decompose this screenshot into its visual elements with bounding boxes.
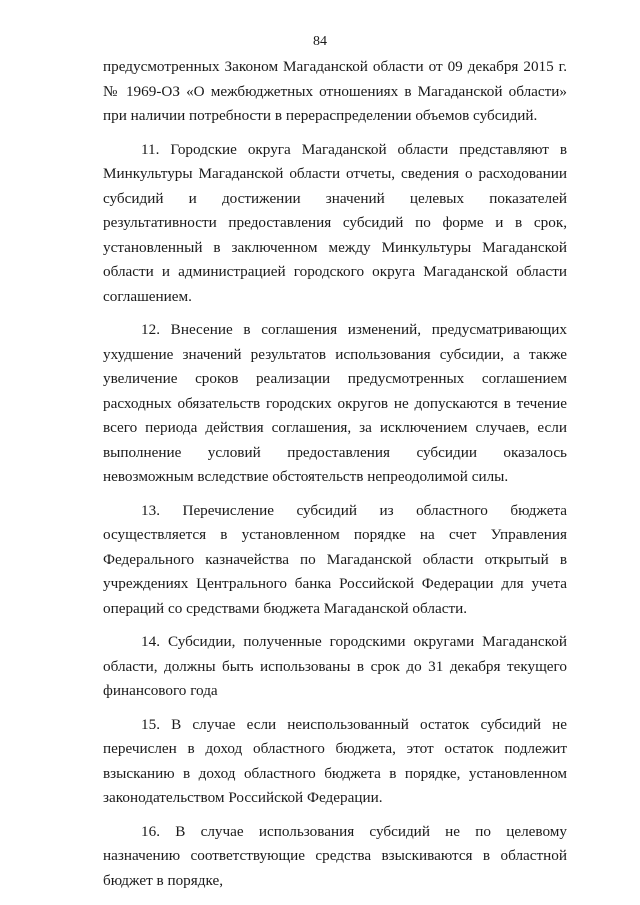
paragraph-continuation: предусмотренных Законом Магаданской области от 09 декабря 2015 г. № 1969-ОЗ «О межбюджетных отношениях в Магаданской области» при наличии потребности в перераспределении объемов субсидий. — [103, 58, 567, 124]
paragraph-13: 13. Перечисление субсидий из областного бюджета осуществляется в установленном порядке на счет Управления Федерального казначейства по Магаданской области открытый в учреждениях Центрального банка Российской Федерации для учета операций со средствами бюджета Магаданской области. — [103, 501, 567, 617]
paragraph-15: 15. В случае если неиспользованный остаток субсидий не перечислен в доход областного бюджета, этот остаток подлежит взысканию в доход областного бюджета в порядке, установленном законодательством Российской Федерации. — [103, 715, 567, 806]
paragraph-12: 12. Внесение в соглашения изменений, предусматривающих ухудшение значений результатов использования субсидии, а также увеличение сроков реализации предусмотренных соглашением расходных обязательств городских округов не допускаются в течение всего периода действия соглашения, за исключением случаев, если выполнение условий предоставления субсидии оказалось невозможным вследствие обстоятельств непреодолимой силы. — [103, 321, 567, 485]
page-number: 84 — [313, 34, 327, 49]
paragraph-16: 16. В случае использования субсидий не по целевому назначению соответствующие средства взыскиваются в областной бюджет в порядке, — [103, 822, 567, 889]
paragraph-11: 11. Городские округа Магаданской области представляют в Минкультуры Магаданской области отчеты, сведения о расходовании субсидий и достижении значений целевых показателей результативности предоставления субсидий по форме и в срок, установленный в заключенном между Минкультуры Магаданской области и администрацией городского округа Магаданской области соглашением. — [103, 140, 567, 305]
document-body — [103, 55, 567, 902]
paragraph-14: 14. Субсидии, полученные городскими округами Магаданской области, должны быть использованы в срок до 31 декабря текущего финансового года — [103, 633, 567, 699]
